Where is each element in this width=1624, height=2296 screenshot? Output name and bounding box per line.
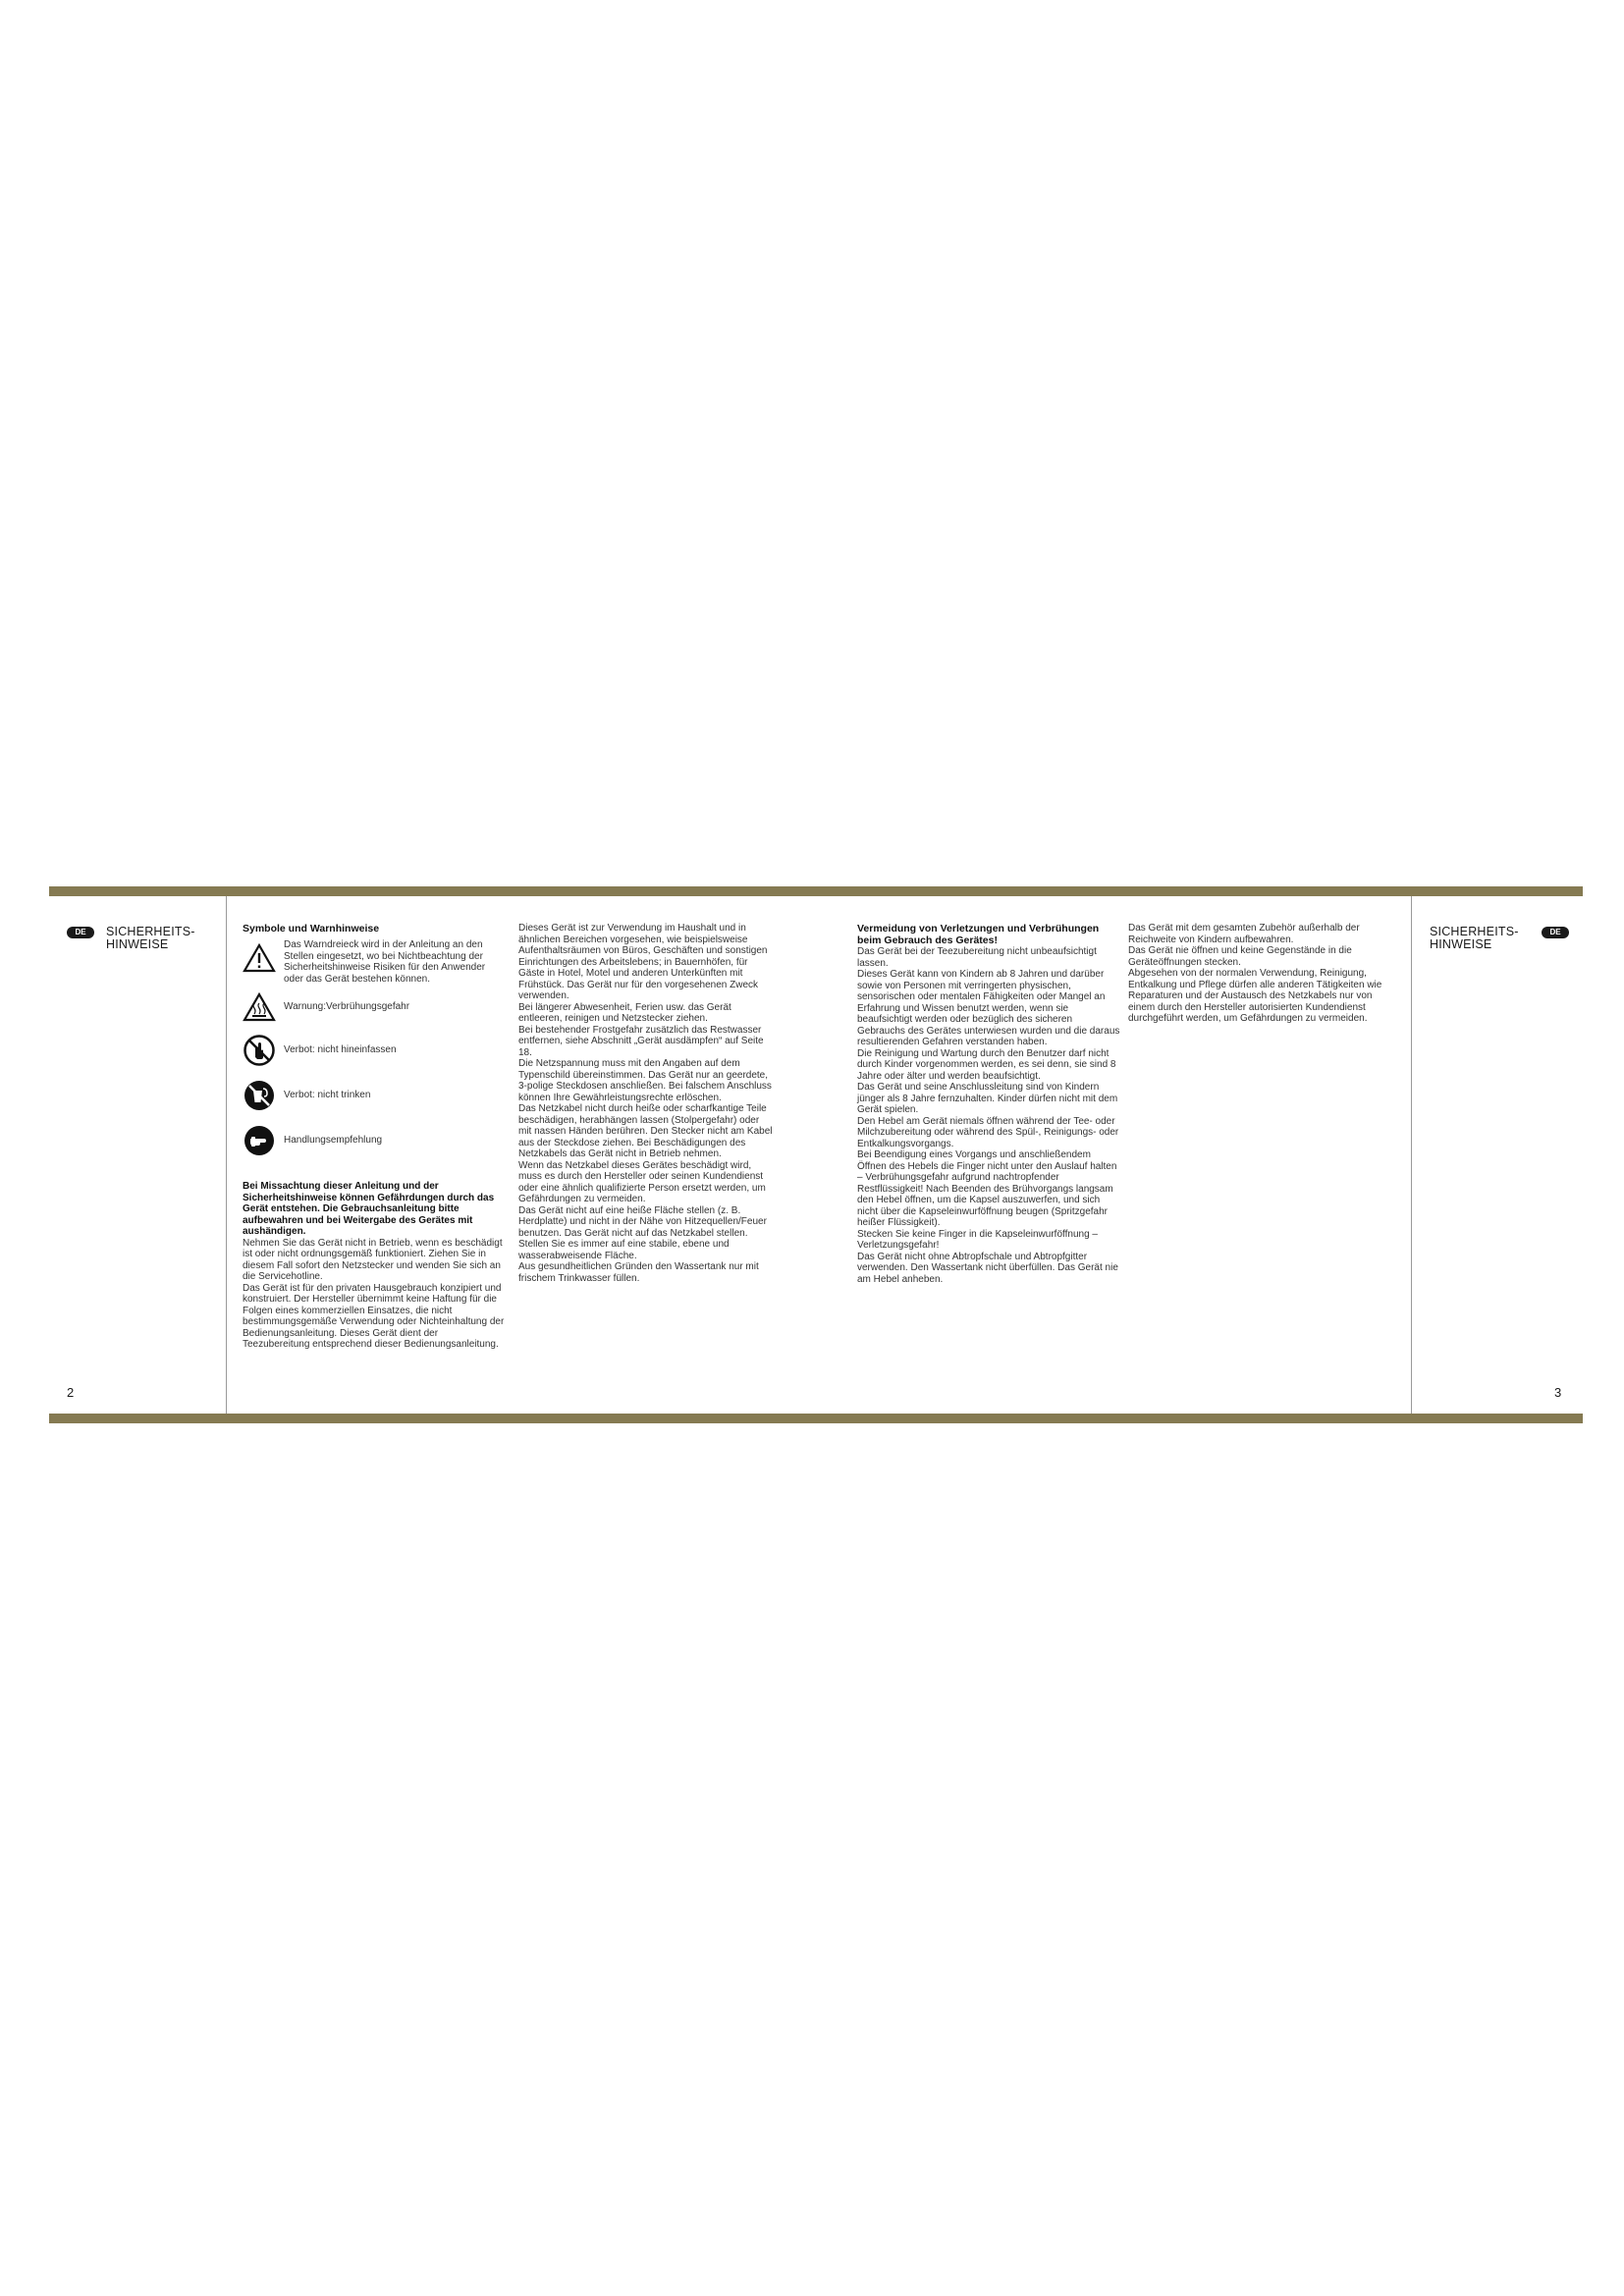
paragraph: Nehmen Sie das Gerät nicht in Betrieb, wenn es beschädigt ist oder nicht ordnungsgemäß funktioniert. Ziehen Sie in diesem Fall sofort den Netzstecker und wenden Sie sich an die Servicehotline. bbox=[243, 1237, 503, 1282]
paragraph: Das Gerät nicht auf eine heiße Fläche stellen (z. B. Herdplatte) und nicht in der Nähe von Hitzequellen/Feuer benutzen. Das Gerät nicht auf das Netzkabel stellen. Stellen Sie es immer auf eine stabile, ebene und wasserabweisende Fläche. bbox=[518, 1204, 767, 1261]
paragraph: Das Netzkabel nicht durch heiße oder scharfkantige Teile beschädigen, herabhängen lassen (Stolpergefahr) oder mit nassen Händen berühren. Den Stecker nicht am Kabel aus der Steckdose ziehen. Bei Beschädigungen des Netzkabels das Gerät nicht in Betrieb nehmen. bbox=[518, 1103, 773, 1159]
column-injury-prevention bbox=[857, 923, 1120, 1285]
paragraph: Das Gerät ist für den privaten Hausgebrauch konzipiert und konstruiert. Der Hersteller übernimmt keine Haftung für die Folgen eines kommerziellen Einsatzes, die nicht bestimmungsgemäße Verwendung oder Nichteinhaltung der Bedienungsanleitung. Dieses Gerät dient der Teezubereitung entsprechend dieser Bedienungsanleitung. bbox=[243, 1282, 505, 1350]
warning-intro-text: Das Warndreieck wird in der Anleitung an den Stellen eingesetzt, wo bei Nichtbeachtung der Sicherheitshinweise Risiken für den Anwender oder das Gerät bestehen können. bbox=[284, 939, 486, 985]
paragraph: Stecken Sie keine Finger in die Kapseleinwurföffnung – Verletzungsgefahr! bbox=[857, 1228, 1098, 1251]
bottom-accent-bar bbox=[49, 1414, 1583, 1423]
language-badge-right: DE bbox=[1542, 927, 1569, 938]
symbol-row-no-drinking bbox=[243, 1079, 506, 1112]
paragraph: Dieses Gerät ist zur Verwendung im Haushalt und in ähnlichen Bereichen vorgesehen, wie beispielsweise Aufenthaltsräumen von Büros, Geschäften und sonstigen Einrichtungen des Arbeitslebens; in Bauernhöfen, für Gäste in Hotel, Motel und anderen Unterkünften mit Frühstück. Das Gerät nur für den vorgesehenen Zweck verwenden. bbox=[518, 923, 768, 1001]
paragraph: Das Gerät mit dem gesamten Zubehör außerhalb der Reichweite von Kindern aufbewahren. bbox=[1128, 923, 1360, 945]
paragraph: Den Hebel am Gerät niemals öffnen während der Tee- oder Milchzubereitung oder während des Spül-, Reinigungs- oder Entkalkungsvorgangs. bbox=[857, 1115, 1119, 1149]
paragraph: Aus gesundheitlichen Gründen den Wassertank nur mit frischem Trinkwasser füllen. bbox=[518, 1261, 759, 1284]
right-margin-divider bbox=[1411, 896, 1412, 1414]
paragraph: Die Netzspannung muss mit den Angaben auf dem Typenschild übereinstimmen. Das Gerät nur an geerdete, 3-polige Steckdosen anschließen. Bei falschem Anschluss können Ihre Gewährleistungsrechte erlöschen. bbox=[518, 1058, 772, 1103]
section-title-line1: SICHERHEITS- bbox=[106, 925, 195, 938]
top-accent-bar bbox=[49, 886, 1583, 896]
paragraph: Das Gerät bei der Teezubereitung nicht unbeaufsichtigt lassen. bbox=[857, 946, 1097, 969]
no-drinking-icon bbox=[243, 1079, 276, 1112]
page-number-right: 3 bbox=[1554, 1385, 1562, 1400]
paragraph: Das Gerät und seine Anschlussleitung sind von Kindern jünger als 8 Jahre fernzuhalten. Kinder dürfen nicht mit dem Gerät spielen. bbox=[857, 1082, 1118, 1115]
paragraph: Das Gerät nicht ohne Abtropfschale und Abtropfgitter verwenden. Den Wassertank nicht überfüllen. Das Gerät nie am Hebel anheben. bbox=[857, 1251, 1118, 1285]
paragraph: Bei Beendigung eines Vorgangs und anschließendem Öffnen des Hebels die Finger nicht unter den Auslauf halten – Verbrühungsgefahr aufgrund nachtropfender Restflüssigkeit! Nach Beenden des Brühvorgangs langsam den Hebel öffnen, um die Kapsel auszuwerfen, und sich nicht über die Kapseleinwurföffnung beugen (Spritzgefahr heißer Flüssigkeit). bbox=[857, 1149, 1117, 1228]
symbol-label: Warnung:Verbrühungsgefahr bbox=[284, 1001, 410, 1013]
paragraph: Dieses Gerät kann von Kindern ab 8 Jahren und darüber sowie von Personen mit verringerten physischen, sensorischen oder mentalen Fähigkeiten oder Mangel an Erfahrung und Wissen benutzt werden, wenn sie beaufsichtigt werden oder bezüglich des sicheren Gebrauchs des Gerätes unterwiesen wurden und die daraus resultierenden Gefahren verstanden haben. bbox=[857, 969, 1120, 1047]
paragraph: Bei längerer Abwesenheit, Ferien usw. das Gerät entleeren, reinigen und Netzstecker ziehen. bbox=[518, 1001, 731, 1024]
paragraph: Die Reinigung und Wartung durch den Benutzer darf nicht durch Kinder vorgenommen werden, es sei denn, sie sind 8 Jahre oder älter und werden beaufsichtigt. bbox=[857, 1047, 1116, 1082]
symbol-row-recommendation bbox=[243, 1124, 506, 1157]
injury-heading: Vermeidung von Verletzungen und Verbrühungen beim Gebrauch des Gerätes! bbox=[857, 923, 1100, 946]
paragraph: Wenn das Netzkabel dieses Gerätes beschädigt wird, muss es durch den Hersteller oder seinen Kundendienst oder eine ähnlich qualifizierte Person ersetzt werden, um Gefährdungen zu vermeiden. bbox=[518, 1159, 766, 1204]
column-storage bbox=[1128, 923, 1385, 1025]
section-title-line2: HINWEISE bbox=[1430, 936, 1492, 951]
warning-intro bbox=[243, 939, 506, 985]
section-title-line2: HINWEISE bbox=[106, 936, 169, 951]
symbol-label: Handlungsempfehlung bbox=[284, 1135, 383, 1147]
symbol-label: Verbot: nicht hineinfassen bbox=[284, 1044, 397, 1056]
paragraph: Das Gerät nie öffnen und keine Gegenstände in die Geräteöffnungen stecken. bbox=[1128, 945, 1352, 968]
symbol-row-hot-surface bbox=[243, 992, 506, 1022]
section-title-right bbox=[1430, 926, 1519, 950]
section-title-left bbox=[106, 926, 195, 950]
section-title-line1: SICHERHEITS- bbox=[1430, 925, 1519, 938]
no-touch-icon bbox=[243, 1034, 276, 1067]
column-symbols bbox=[243, 923, 506, 1351]
left-margin-divider bbox=[226, 896, 227, 1414]
page-number-left: 2 bbox=[67, 1385, 75, 1400]
language-badge-left: DE bbox=[67, 927, 94, 938]
paragraph: Bei bestehender Frostgefahr zusätzlich das Restwasser entfernen, siehe Abschnitt „Gerät ausdämpfen“ auf Seite 18. bbox=[518, 1024, 764, 1058]
hot-surface-warning-icon bbox=[243, 992, 276, 1022]
paragraph: Abgesehen von der normalen Verwendung, Reinigung, Entkalkung und Pflege dürfen alle anderen Tätigkeiten wie Reparaturen und der Austausch des Netzkabels nur von einem durch den Hersteller autorisierten Kundendienst durchgeführt werden, um Gefährdungen zu vermeiden. bbox=[1128, 968, 1382, 1024]
warning-triangle-icon bbox=[243, 943, 276, 973]
symbol-row-no-touch bbox=[243, 1034, 506, 1067]
bold-safety-notice: Bei Missachtung dieser Anleitung und der Sicherheitshinweise können Gefährdungen durch das Gerät entstehen. Die Gebrauchsanleitung bitte aufbewahren und bei Weitergabe des Gerätes mit aushändigen. bbox=[243, 1181, 495, 1237]
symbol-label: Verbot: nicht trinken bbox=[284, 1090, 371, 1101]
pointing-hand-icon bbox=[243, 1124, 276, 1157]
symbols-heading: Symbole und Warnhinweise bbox=[243, 923, 380, 934]
column-usage bbox=[518, 923, 774, 1284]
